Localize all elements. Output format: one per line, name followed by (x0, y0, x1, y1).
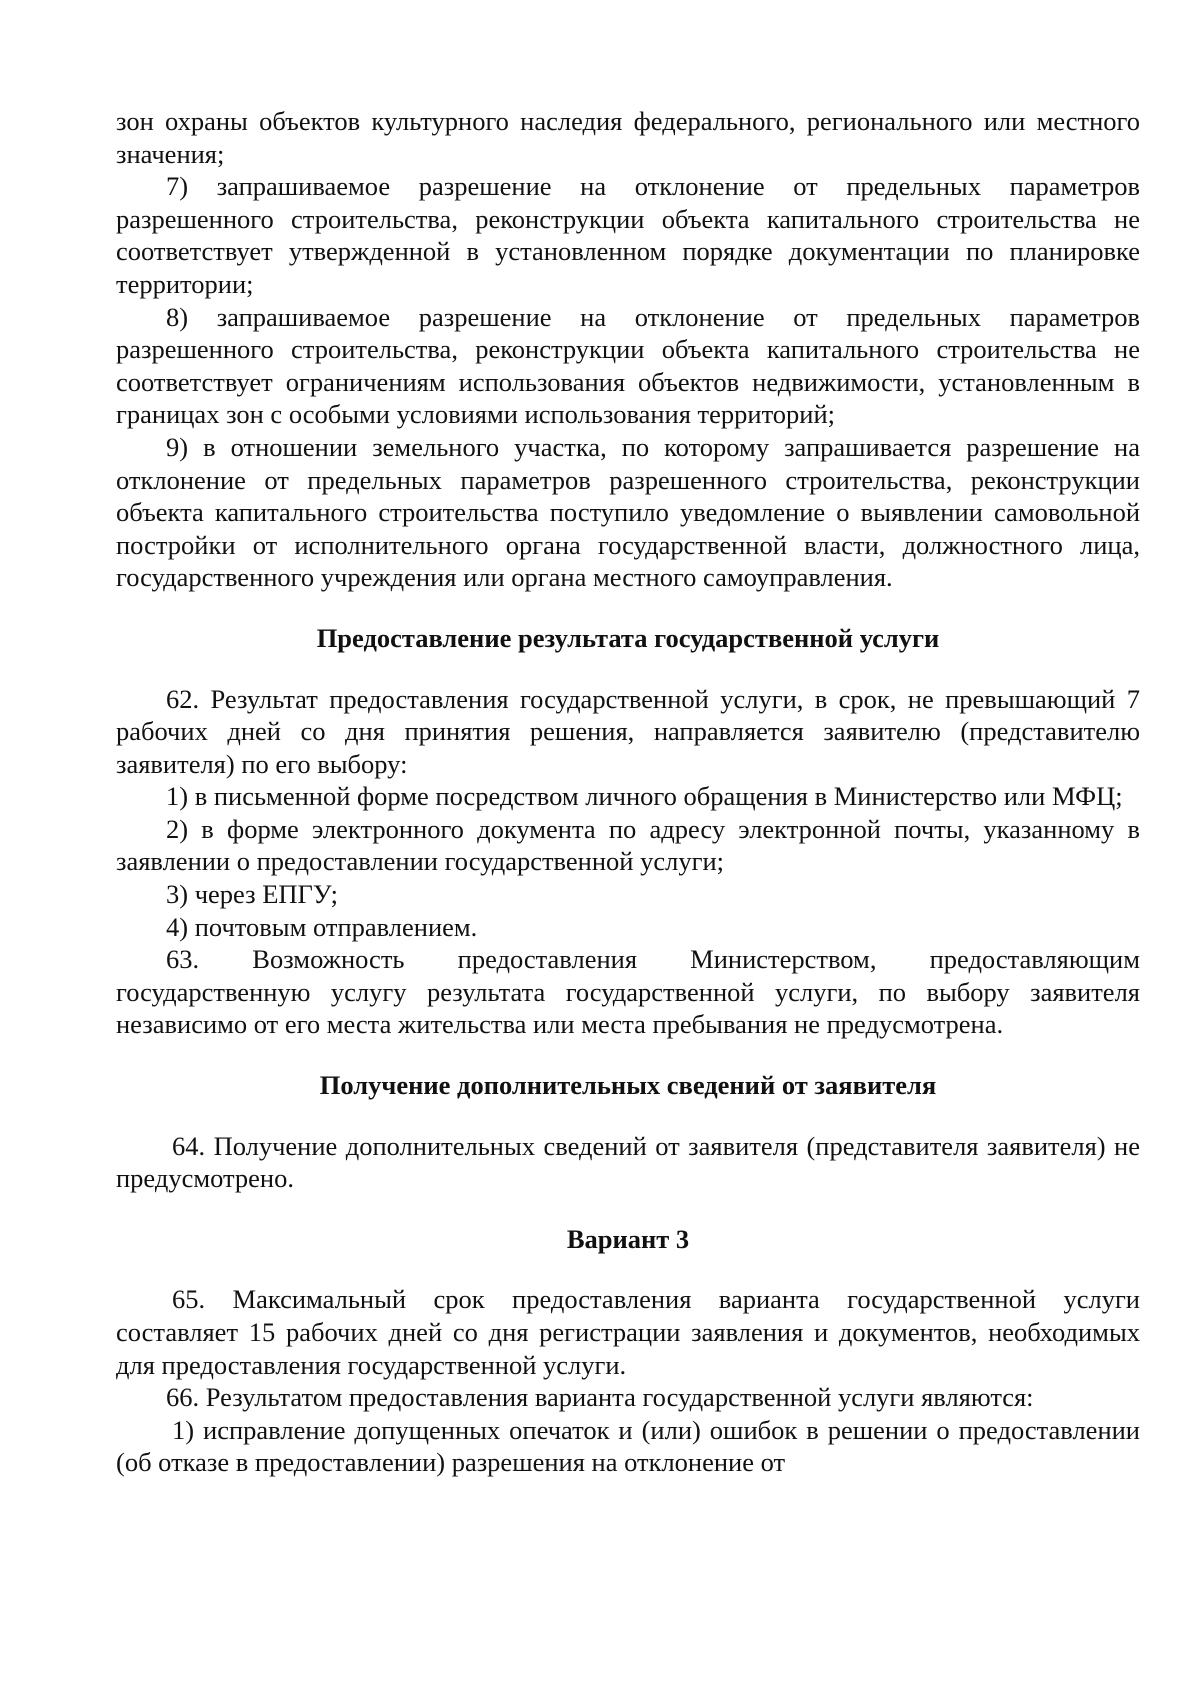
paragraph-item-8: 8) запрашиваемое разрешение на отклонение от предельных параметров разрешенного строительства, реконструкции объекта капитального строительства не соответствует ограничениям использования объектов недвижимости, установленным в границах зон с особыми условиями использования территорий; (116, 301, 1140, 430)
paragraph-62: 62. Результат предоставления государственной услуги, в срок, не превышающий 7 рабочих дней со дня принятия решения, направляется заявителю (представителю заявителя) по его выбору: (116, 683, 1140, 779)
document-page (116, 105, 1140, 1479)
paragraph-65: 65. Максимальный срок предоставления варианта государственной услуги составляет 15 рабочих дней со дня регистрации заявления и документов, необходимых для предоставления государственной услуги. (116, 1284, 1140, 1380)
paragraph-item-9: 9) в отношении земельного участка, по которому запрашивается разрешение на отклонение от предельных параметров разрешенного строительства, реконструкции объекта капитального строительства поступило уведомление о выявлении самовольной постройки от исполнительного органа государственной власти, должностного лица, государственного учреждения или органа местного самоуправления. (116, 431, 1140, 593)
paragraph-continuation: зон охраны объектов культурного наследия федерального, регионального или местного значения; (116, 106, 1140, 169)
paragraph-64: 64. Получение дополнительных сведений от заявителя (представителя заявителя) не предусмотрено. (116, 1130, 1140, 1194)
paragraph-63: 63. Возможность предоставления Министерством, предоставляющим государственную услугу результата государственной услуги, по выбору заявителя независимо от его места жительства или места пребывания не предусмотрена. (116, 944, 1140, 1040)
section-heading-additional-info: Получение дополнительных сведений от заявителя (319, 1070, 937, 1101)
paragraph-62-item-2: 2) в форме электронного документа по адресу электронной почты, указанному в заявлении о предоставлении государственной услуги; (116, 813, 1140, 877)
section-heading-result: Предоставление результата государственной услуги (316, 622, 940, 653)
paragraph-66-item-1: 1) исправление допущенных опечаток и (или) ошибок в решении о предоставлении (об отказе в предоставлении) разрешения на отклонение от (116, 1414, 1140, 1478)
section-heading-variant-3: Вариант 3 (566, 1223, 690, 1254)
paragraph-62-item-4: 4) почтовым отправлением. (166, 911, 478, 942)
paragraph-62-item-3: 3) через ЕПГУ; (166, 879, 338, 910)
paragraph-66: 66. Результатом предоставления варианта государственной услуги являются: (166, 1382, 1034, 1413)
paragraph-item-7: 7) запрашиваемое разрешение на отклонение от предельных параметров разрешенного строительства, реконструкции объекта капитального строительства не соответствует утвержденной в установленном порядке документации по планировке территории; (116, 171, 1140, 299)
paragraph-62-item-1: 1) в письменной форме посредством личного обращения в Министерство или МФЦ; (166, 781, 1123, 812)
